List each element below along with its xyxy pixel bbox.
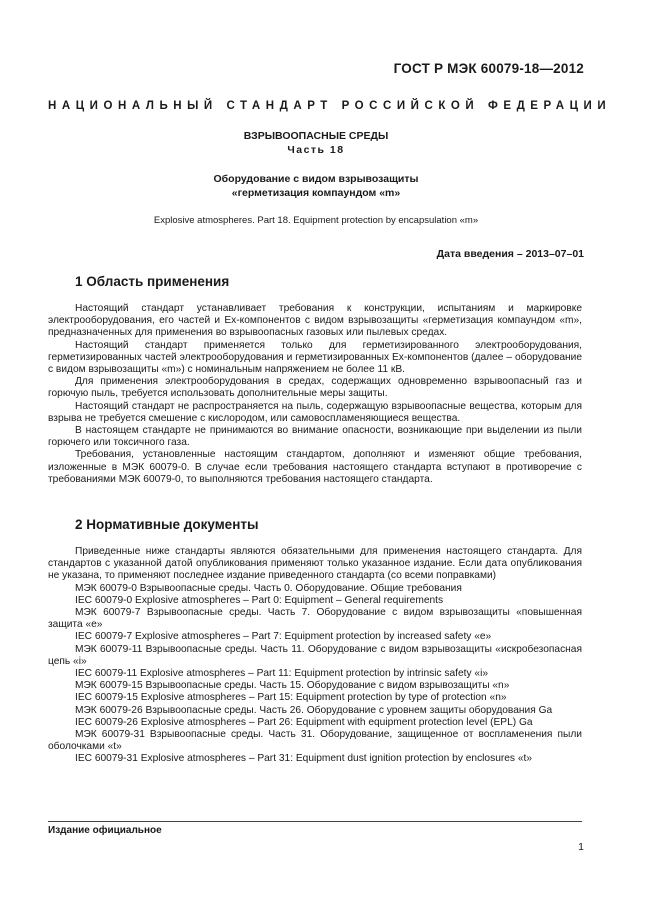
standard-subtitle-line-1: Оборудование с видом взрывозащиты [213, 173, 419, 185]
standard-subtitle-line-2: «герметизация компаундом «m» [231, 187, 401, 199]
page-number: 1 [578, 841, 584, 853]
intro-date: Дата введения – 2013–07–01 [436, 248, 584, 260]
paragraph: Требования, установленные настоящим стандартом, дополняют и изменяют общие требования, изложенные в МЭК 60079-0. В случае если требования настоящего стандарта вступают в противоречие с требованиями МЭК 60079-0, то выполняются требования настоящего стандарта. [48, 449, 582, 485]
reference-item: IEC 60079-0 Explosive atmospheres – Part 0: Equipment – General requirements [75, 594, 444, 606]
section-scope-body [48, 303, 582, 486]
reference-item: IEC 60079-11 Explosive atmospheres – Part 11: Equipment protection by intrinsic safety «i» [75, 668, 488, 680]
reference-item: IEC 60079-31 Explosive atmospheres – Part 31: Equipment dust ignition protection by enclosures «t» [75, 753, 533, 765]
paragraph: В настоящем стандарте не принимаются во внимание опасности, возникающие при выделении из пыли горючего или токсичного газа. [48, 425, 582, 449]
paragraph: Для применения электрооборудования в средах, содержащих одновременно взрывоопасный газ и горючую пыль, требуется использовать дополнительные меры защиты. [48, 376, 582, 400]
reference-item: IEC 60079-7 Explosive atmospheres – Part 7: Equipment protection by increased safety «е» [75, 631, 492, 643]
reference-item: МЭК 60079-0 Взрывоопасные среды. Часть 0. Оборудование. Общие требования [75, 582, 462, 594]
document-code: ГОСТ Р МЭК 60079-18—2012 [393, 61, 584, 76]
standard-part: Часть 18 [287, 144, 345, 156]
section-normative-references-body [48, 546, 582, 766]
footer-divider [48, 821, 582, 822]
official-edition-label: Издание официальное [48, 825, 162, 836]
reference-item: МЭК 60079-11 Взрывоопасные среды. Часть 11. Оборудование с видом взрывозащиты «искробезопасная цепь «i» [48, 643, 582, 667]
reference-item: МЭК 60079-26 Взрывоопасные среды. Часть 26. Оборудование с уровнем защиты оборудования Ga [75, 704, 553, 716]
reference-item: IEC 60079-15 Explosive atmospheres – Part 15: Equipment protection by type of protection «n» [75, 692, 507, 704]
section-heading-normative-references: 2 Нормативные документы [75, 517, 259, 532]
paragraph: Настоящий стандарт устанавливает требования к конструкции, испытаниям и маркировке электрооборудования, его частей и Ex-компонентов с видом взрывозащиты «герметизация компаундом «m», предназначенных для применения во взрывоопасных газовых или пылевых средах. [48, 303, 582, 339]
paragraph: Приведенные ниже стандарты являются обязательными для применения настоящего стандарта. Для стандартов с указанной датой опубликования применяют только указанное издание. Если дата опубликования не указана, то применяют последнее издание приведенного стандарта (со всеми поправками) [48, 546, 582, 582]
section-heading-scope: 1 Область применения [75, 274, 230, 289]
english-title: Explosive atmospheres. Part 18. Equipment protection by encapsulation «m» [153, 215, 479, 226]
reference-item: МЭК 60079-31 Взрывоопасные среды. Часть 31. Оборудование, защищенное от воспламенения пыли оболочками «t» [48, 729, 582, 753]
paragraph: Настоящий стандарт применяется только для герметизированного электрооборудования, герметизированных частей электрооборудования и герметизированных Ex-компонентов (далее – оборудование с видом взрывозащиты «m») с номинальным напряжением не более 11 кВ. [48, 339, 582, 376]
reference-item: МЭК 60079-7 Взрывоопасные среды. Часть 7. Оборудование с видом взрывозащиты «повышенная защита «е» [48, 607, 582, 631]
national-standard-banner: НАЦИОНАЛЬНЫЙ СТАНДАРТ РОССИЙСКОЙ ФЕДЕРАЦИИ [48, 100, 612, 112]
paragraph: Настоящий стандарт не распространяется на пыль, содержащую взрывоопасные вещества, которым для взрыва не требуется смешение с кислородом, или самовоспламеняющиеся вещества. [48, 400, 582, 424]
reference-item: МЭК 60079-15 Взрывоопасные среды. Часть 15. Оборудование с видом взрывозащиты «n» [75, 680, 510, 692]
reference-item: IEC 60079-26 Explosive atmospheres – Part 26: Equipment with equipment protection level (EPL) Ga [75, 716, 533, 728]
standard-title: ВЗРЫВООПАСНЫЕ СРЕДЫ [243, 130, 389, 142]
